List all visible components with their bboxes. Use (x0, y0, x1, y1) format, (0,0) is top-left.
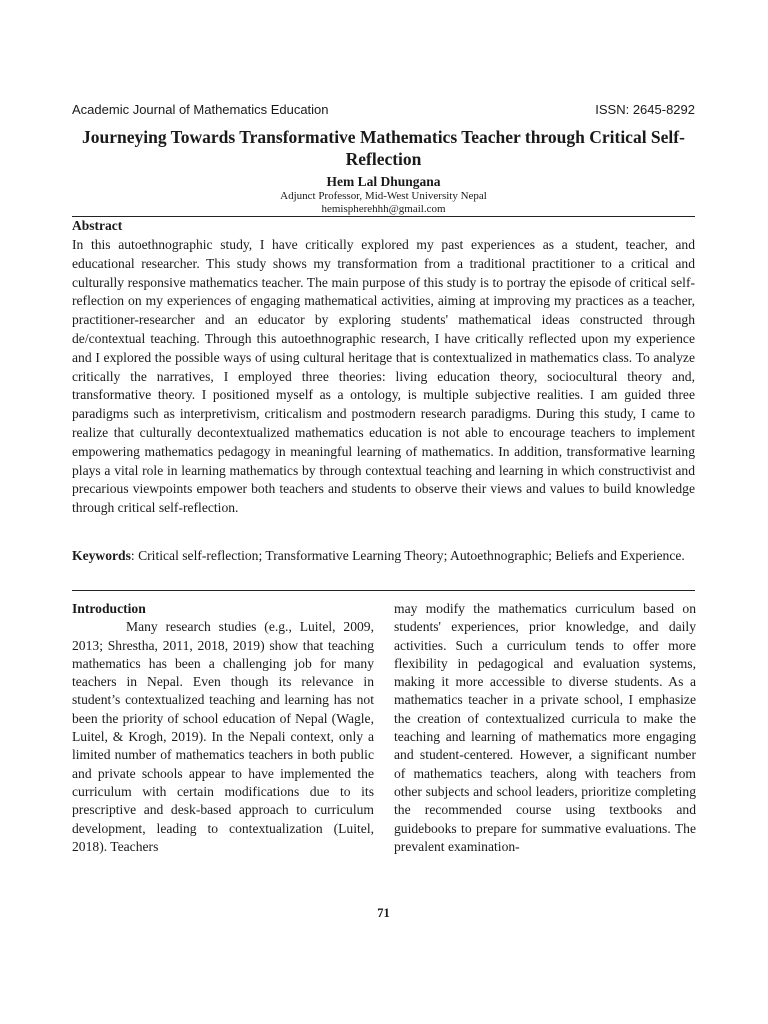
right-column (394, 600, 696, 856)
article-title: Journeying Towards Transformative Mathematics Teacher through Critical Self-Reflection (82, 127, 685, 169)
author-name: Hem Lal Dhungana (326, 174, 441, 189)
introduction-left-paragraph: Many research studies (e.g., Luitel, 2009, 2013; Shrestha, 2011, 2018, 2019) show that teaching mathematics has been a challenging job for many teachers in Nepal. Even though its relevance in student’s contextualized teaching and learning has not been the priority of school education of Nepal (Wagle, Luitel, & Krogh, 2019). In the Nepali context, only a limited number of mathematics teachers in both public and private schools appear to have implemented the curriculum with certain modifications due to its prescriptive and desk-based approach to curriculum development, leading to contextualization (Luitel, 2018). Teachers (72, 619, 374, 854)
introduction-right-paragraph: may modify the mathematics curriculum based on students' experiences, prior knowledge, and daily activities. Such a curriculum tends to offer more flexibility in pedagogical and evaluation systems, making it more accessible to diverse students. As a mathematics teacher in a private school, I emphasize the creation of contextualized curricula to make the teaching and learning of mathematics more engaging and student-centered. However, a significant number of mathematics teachers, along with teachers from other subjects and school leaders, prioritize completing the recommended course using textbooks and guidebooks to prepare for summative evaluations. The prevalent examination- (394, 601, 696, 854)
issn-number: ISSN: 2645-8292 (595, 102, 695, 117)
keywords (72, 547, 695, 566)
author-email: hemispherehhh@gmail.com (321, 203, 446, 215)
keywords-label: Keywords (72, 548, 131, 563)
running-header (72, 102, 695, 120)
introduction-heading: Introduction (72, 601, 146, 616)
keywords-text: : Critical self-reflection; Transformative Learning Theory; Autoethnographic; Beliefs and Experience. (130, 548, 685, 563)
abstract-top-rule (72, 216, 695, 217)
author-affiliation: Adjunct Professor, Mid-West University Nepal (280, 190, 487, 202)
page-number: 71 (377, 906, 390, 920)
abstract-heading: Abstract (72, 218, 123, 233)
left-column (72, 600, 374, 856)
abstract-text: In this autoethnographic study, I have critically explored my past experiences as a student, teacher, and educational researcher. This study shows my transformation from a traditional practitioner to a critical and culturally responsive mathematics teacher. The main purpose of this study is to portray the episode of critical self-reflection on my experiences of engaging mathematical activities, aiming at improving my practices as a teacher, practitioner-researcher and an educator by exploring students' mathematical ideas constructed through de/contextual teaching. Through this autoethnographic research, I have critically reflected upon my experience and I explored the possible ways of using cultural heritage that is contextualized in mathematics class. To analyze critically the narratives, I employed three theories: living education theory, sociocultural theory and, transformative theory. I positioned myself as a ontology, is multiple subjective realities. I am guided three paradigms such as interpretivism, criticalism and postmodern research paradigms. During this study, I came to realize that culturally decontextualized mathematics education is not able to encourage teachers to implement empowering mathematics pedagogy in meaningful learning of mathematics. In addition, transformative learning plays a vital role in learning mathematics by through contextual teaching and learning in which constructivist and precarious viewpoints empower both teachers and students to observe their views and values to build knowledge through critical self-reflection. (72, 237, 695, 516)
journal-name: Academic Journal of Mathematics Education (72, 102, 329, 117)
abstract-bottom-rule (72, 590, 695, 591)
